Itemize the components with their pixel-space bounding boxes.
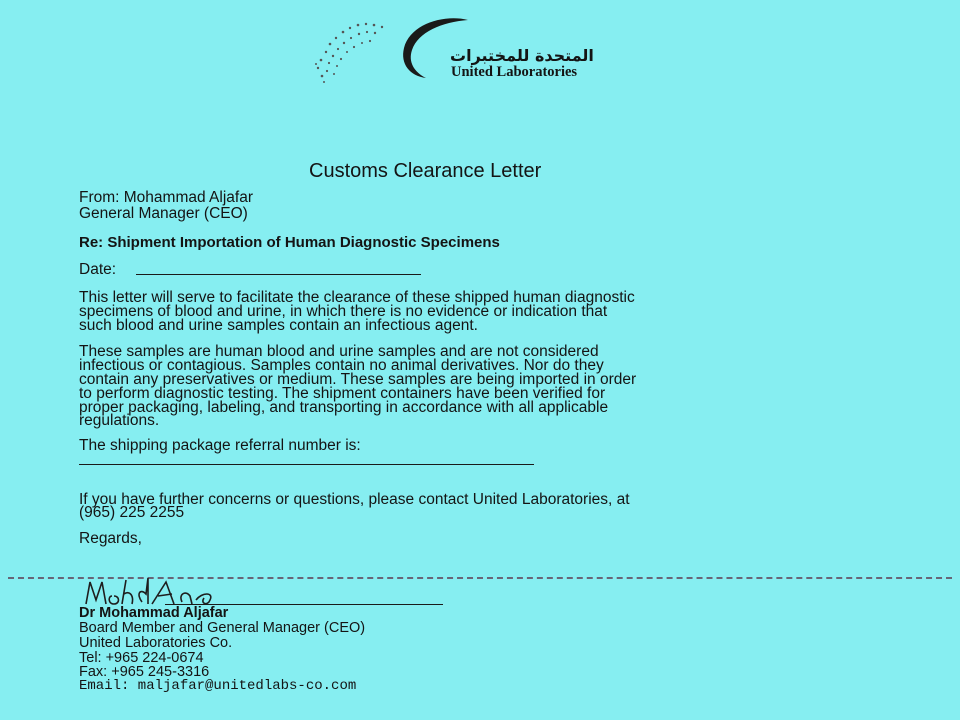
signature-company: United Laboratories Co. — [79, 635, 233, 651]
logo-arabic-name: المتحدة للمختبرات — [450, 46, 594, 65]
from-line: From: Mohammad Aljafar — [79, 189, 253, 206]
paragraph1-line3: such blood and urine samples contain an infectious agent. — [79, 317, 478, 334]
signature-name: Dr Mohammad Aljafar — [79, 605, 229, 621]
contact-line1: If you have further concerns or questions, please contact United Laboratories, at — [79, 491, 630, 508]
logo-dots-graphic — [312, 16, 402, 86]
paragraph2-line2: infectious or contagious. Samples contain no animal derivatives. Nor do they — [79, 357, 604, 374]
referral-label: The shipping package referral number is: — [79, 437, 361, 454]
paragraph2-line4: to perform diagnostic testing. The shipment containers have been verified for — [79, 385, 606, 402]
letter-title: Customs Clearance Letter — [309, 160, 542, 182]
paragraph1-line2: specimens of blood and urine, in which there is no evidence or indication that — [79, 303, 608, 320]
paragraph2-line5: proper packaging, labeling, and transporting in accordance with all applicable — [79, 399, 609, 416]
paragraph2-line6: regulations. — [79, 412, 160, 429]
signature-fax: Fax: +965 245-3316 — [79, 664, 210, 680]
subject-line: Re: Shipment Importation of Human Diagnostic Specimens — [79, 234, 500, 251]
logo-english-name: United Laboratories — [451, 64, 578, 80]
closing: Regards, — [79, 530, 142, 547]
from-title: General Manager (CEO) — [79, 205, 248, 222]
paragraph2-line3: contain any preservatives or medium. These samples are being imported in order — [79, 371, 637, 388]
date-blank-line — [136, 274, 421, 275]
signature-tel: Tel: +965 224-0674 — [79, 650, 204, 666]
referral-blank-line — [79, 464, 534, 465]
paragraph2-line1: These samples are human blood and urine samples and are not considered — [79, 343, 599, 360]
paragraph1-line1: This letter will serve to facilitate the clearance of these shipped human diagnostic — [79, 289, 635, 306]
signature-position: Board Member and General Manager (CEO) — [79, 620, 366, 636]
date-label: Date: — [79, 261, 117, 278]
contact-phone: (965) 225 2255 — [79, 504, 185, 521]
handwritten-signature-text: MohdAAl — [82, 574, 87, 575]
signature-email: Email: maljafar@unitedlabs-co.com — [79, 678, 357, 694]
